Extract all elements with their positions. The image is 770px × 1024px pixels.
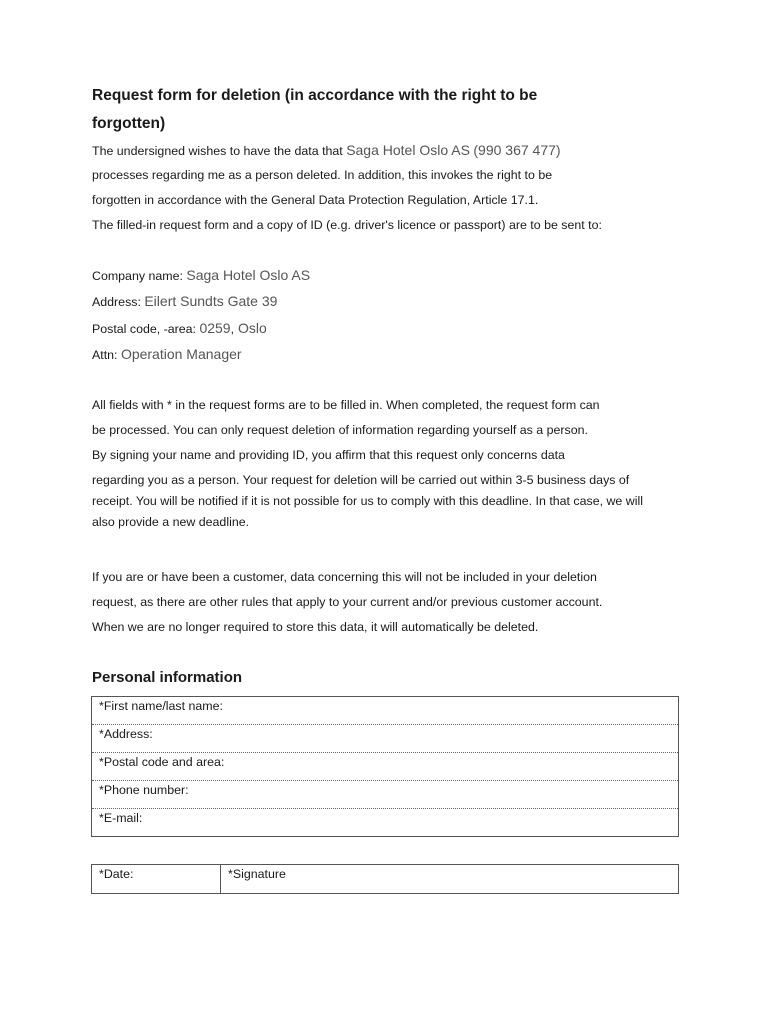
customer-line: If you are or have been a customer, data concerning this will not be included in your deletion <box>92 570 597 584</box>
personal-info-heading: Personal information <box>92 669 243 686</box>
instructions-line: receipt. You will be notified if it is not possible for us to comply with this deadline. In that case, we will <box>92 494 643 508</box>
company-label: Company name: <box>92 269 187 283</box>
instructions-line: By signing your name and providing ID, you affirm that this request only concerns data <box>92 448 565 462</box>
postal-code-area-field[interactable]: *Postal code and area: <box>92 753 679 781</box>
intro-line-3: forgotten in accordance with the General Data Protection Regulation, Article 17.1. <box>92 193 539 207</box>
table-row <box>92 865 679 894</box>
postal-label: Postal code, -area: <box>92 322 200 336</box>
address-value: Eilert Sundts Gate 39 <box>144 293 278 309</box>
signature-table <box>91 864 679 894</box>
postal-separator: , <box>230 322 235 336</box>
intro-line-4: The filled-in request form and a copy of ID (e.g. driver's licence or passport) are to be sent to: <box>92 218 602 232</box>
instructions-line: also provide a new deadline. <box>92 515 250 529</box>
intro-prefix: The undersigned wishes to have the data that <box>92 144 347 158</box>
table-row <box>92 781 679 809</box>
email-field[interactable]: *E-mail: <box>92 809 679 837</box>
recipient-attn <box>92 347 242 362</box>
recipient-address <box>92 294 277 309</box>
personal-info-table <box>91 696 679 837</box>
attn-label: Attn: <box>92 348 121 362</box>
table-row <box>92 697 679 725</box>
customer-line: When we are no longer required to store this data, it will automatically be deleted. <box>92 620 539 634</box>
customer-line: request, as there are other rules that apply to your current and/or previous customer account. <box>92 595 603 609</box>
instructions-line: All fields with * in the request forms are to be filled in. When completed, the request form can <box>92 398 600 412</box>
table-row <box>92 725 679 753</box>
title-line-1: Request form for deletion (in accordance with the right to be <box>92 87 538 104</box>
attn-value: Operation Manager <box>120 346 242 362</box>
address-label: Address: <box>92 295 145 309</box>
phone-number-field[interactable]: *Phone number: <box>92 781 679 809</box>
first-last-name-field[interactable]: *First name/last name: <box>92 697 679 725</box>
date-field[interactable]: *Date: <box>92 865 221 894</box>
recipient-postal <box>92 321 267 336</box>
instructions-line: regarding you as a person. Your request for deletion will be carried out within 3-5 business days of <box>92 473 630 487</box>
postal-area: Oslo <box>234 320 267 336</box>
address-field[interactable]: *Address: <box>92 725 679 753</box>
intro-company: Saga Hotel Oslo AS <box>346 142 470 158</box>
signature-field[interactable]: *Signature <box>221 865 679 894</box>
company-value: Saga Hotel Oslo AS <box>186 267 311 283</box>
recipient-company <box>92 268 310 283</box>
intro-org-number: (990 367 477) <box>473 142 561 158</box>
table-row <box>92 753 679 781</box>
postal-code: 0259 <box>199 320 231 336</box>
intro-line-1 <box>92 143 561 158</box>
instructions-line: be processed. You can only request deletion of information regarding yourself as a person. <box>92 423 588 437</box>
intro-line-2: processes regarding me as a person deleted. In addition, this invokes the right to be <box>92 168 553 182</box>
title-line-2: forgotten) <box>92 115 166 132</box>
table-row <box>92 809 679 837</box>
